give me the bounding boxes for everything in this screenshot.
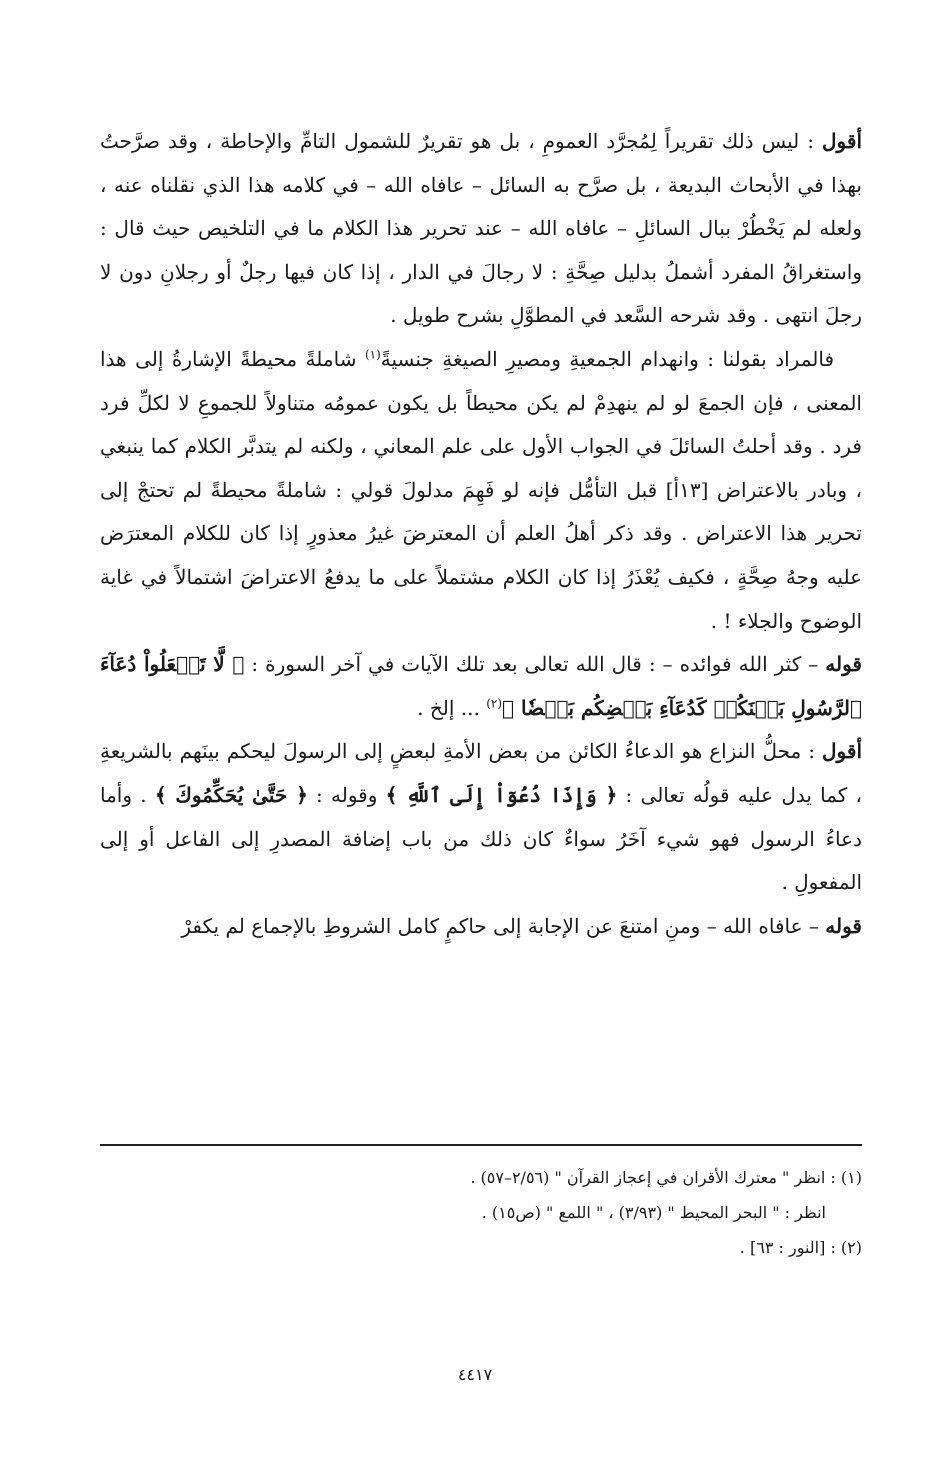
quran-verse-2: ﴿ وَإِذَا دُعُوٓاْ إِلَى ٱللَّهِ ﴾ bbox=[385, 782, 618, 807]
keyword-aqul-2: أقول bbox=[822, 739, 862, 764]
paragraph-4-text-a: : محلُّ النزاع هو الدعاءُ الكائن من بعض الأمةِ لبعضٍ إلى الرسولَ ليحكم بينَهم بالشريعةِ ، كما يدل عليه قولُه تعالى : bbox=[100, 739, 863, 807]
paragraph-4 bbox=[100, 730, 862, 904]
quran-verse-3: ﴿ حَتَّىٰ يُحَكِّمُوكَ ﴾ bbox=[154, 782, 308, 807]
quran-verse-1: ﴿ لَّا تَجۡعَلُواْ دُعَآءَ ٱلرَّسُولِ بَيۡنَكُمۡ كَدُعَآءِ بَعۡضِكُم بَعۡضٗا ﴾ bbox=[100, 652, 862, 720]
paragraph-3-tail: ... إلخ . bbox=[417, 695, 487, 720]
paragraph-5 bbox=[100, 905, 862, 949]
footnote-divider bbox=[100, 1144, 862, 1146]
footnote-2: (٢) : [النور : ٦٣] . bbox=[739, 1238, 862, 1257]
footnotes-block bbox=[100, 1160, 862, 1265]
paragraph-1-text: : ليس ذلك تقريراً لِمُجرَّد العمومِ ، بل هو تقريرٌ للشمول التامِّ والإحاطة ، وقد صرَّحتُ بهذا في الأبحاث البديعة ، بل صرَّح به السائل – عافاه الله – في كلامه هذا الذي نقلناه عنه ، ولعله لم يَخْطُرْ ببال السائلِ – عافاه الله – عند تحرير هذا الكلام ما في التلخيص حيث قال : واستغراقُ المفرد أشملُ بدليل صِحَّةِ : لا رجالَ في الدار ، إذا كان فيها رجلٌ أو رجلانِ دون لا رجلَ انتهى . وقد شرحه السَّعد في المطوَّلِ بشرح طويل . bbox=[100, 129, 862, 328]
paragraph-3-text: – كثر الله فوائده – : قال الله تعالى بعد تلك الآيات في آخر السورة : bbox=[244, 652, 826, 677]
keyword-qawluhu-2: قوله bbox=[825, 913, 862, 938]
paragraph-5-text: – عافاه الله – ومنِ امتنعَ عن الإجابة إلى حاكمٍ كامل الشروطِ بالإجماع لم يكفرْ bbox=[181, 913, 826, 938]
page-number: ٤٤١٧ bbox=[457, 1365, 493, 1384]
footnote-1: (١) : انظر " معترك الأقران في إعجاز القرآن " (٢/٥٦–٥٧) . bbox=[470, 1168, 862, 1187]
main-text-block bbox=[100, 120, 862, 948]
paragraph-1 bbox=[100, 120, 862, 338]
paragraph-4-text-b: وقوله : bbox=[307, 782, 386, 807]
paragraph-2-text-b: شاملةً محيطةً الإشارةُ إلى هذا المعنى ، فإن الجمعَ لو لم ينهدِمْ لم يكن محيطاً بل يكون عمومُه متناولاً للجموعِ لا لكلِّ فرد فرد . وقد أحلتُ السائلَ في الجواب الأول على علم المعاني ، ولكنه لم يتدبَّر الكلام كما ينبغي ، وبادر بالاعتراض [١٣أ] قبل التأمُّل فإنه لو فَهِمَ مدلولَ قولي : شاملةً محيطةً لم تحتجْ إلى تحرير هذا الاعتراض . وقد ذكر أهلُ العلم أن المعترضَ غيرُ معذورٍ إذا كان للكلام المعترَض عليه وجهُ صِحَّةٍ ، فكيف يُعْذَرُ إذا كان الكلام مشتملاً على ما يدفعُ الاعتراضَ اشتمالاً في غاية الوضوح والجلاء ! . bbox=[100, 346, 863, 633]
keyword-aqul: أقول bbox=[822, 129, 862, 153]
footnote-ref-1: (١) bbox=[364, 347, 381, 362]
paragraph-2 bbox=[100, 338, 862, 643]
footnote-1-continuation: انظر : " البحر المحيط " (٣/٩٣) ، " اللمع " (ص١٥) . bbox=[481, 1203, 826, 1222]
paragraph-3 bbox=[100, 643, 862, 730]
keyword-qawluhu: قوله bbox=[825, 652, 862, 677]
paragraph-2-text-a: فالمراد بقولنا : وانهدام الجمعيةِ ومصيرِ الصيغةِ جنسيةً bbox=[380, 346, 835, 371]
footnote-ref-2: (٢) bbox=[486, 696, 503, 711]
paragraph-4-text-c: . وأما دعاءُ الرسول فهو شيء آخَرُ سواءٌ كان ذلك من باب إضافة المصدرِ إلى الفاعل أو إلى المفعولِ . bbox=[100, 782, 862, 895]
